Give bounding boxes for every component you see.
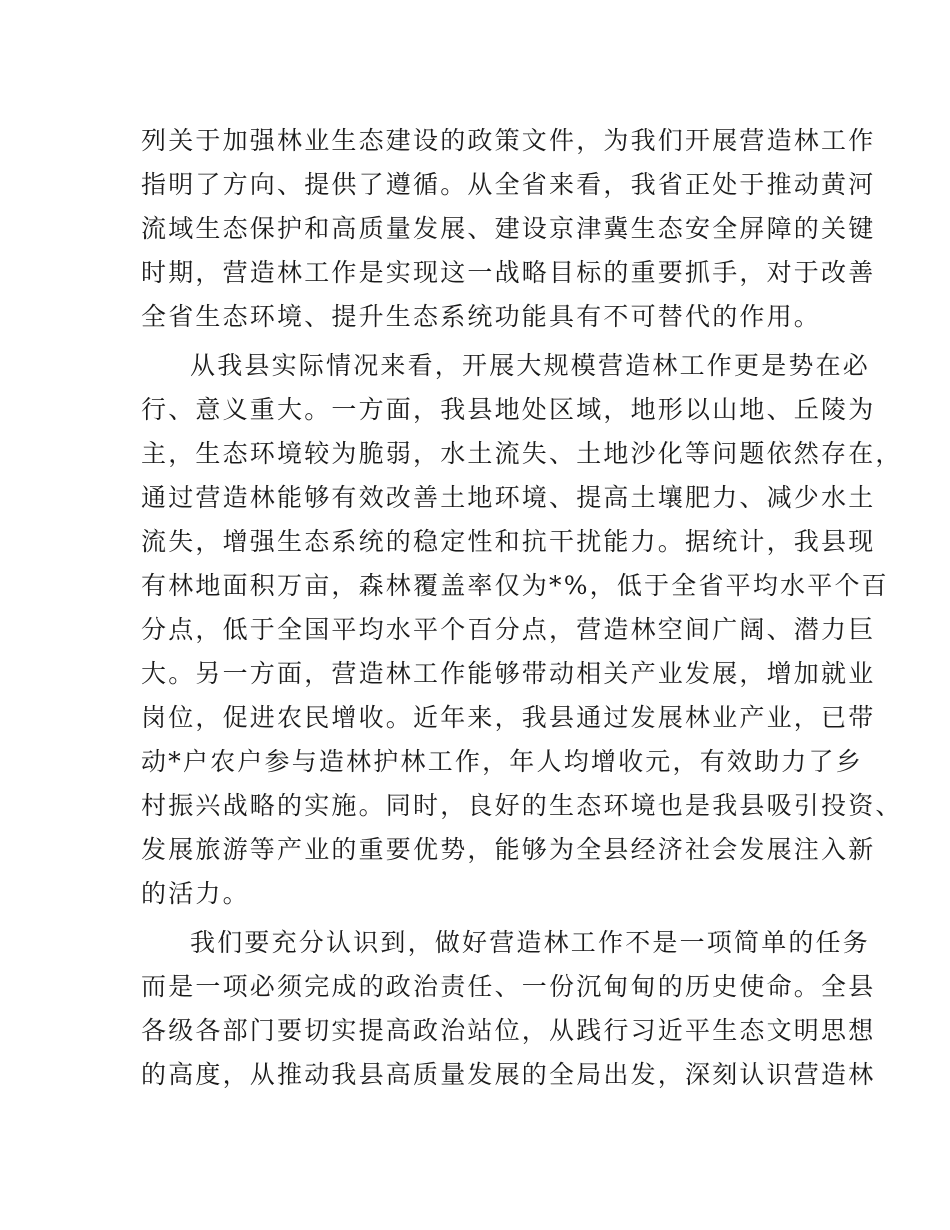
text-line: 行、意义重大。一方面，我县地处区域，地形以山地、丘陵为	[141, 395, 876, 424]
text-line: 主，生态环境较为脆弱，水土流失、土地沙化等问题依然存在，	[141, 439, 903, 468]
text-line: 指明了方向、提供了遵循。从全省来看，我省正处于推动黄河	[141, 170, 876, 199]
paragraph-start-line: 我们要充分认识到，做好营造林工作不是一项简单的任务	[190, 928, 871, 957]
paragraph-start-line: 从我县实际情况来看，开展大规模营造林工作更是势在必	[190, 351, 871, 380]
text-line: 的活力。	[141, 879, 250, 908]
text-line: 岗位，促进农民增收。近年来，我县通过发展林业产业，已带	[141, 703, 876, 732]
text-line: 全省生态环境、提升生态系统功能具有不可替代的作用。	[141, 302, 822, 331]
text-line: 发展旅游等产业的重要优势，能够为全县经济社会发展注入新	[141, 835, 876, 864]
text-line: 通过营造林能够有效改善土地环境、提高土壤肥力、减少水土	[141, 483, 876, 512]
text-line: 的高度，从推动我县高质量发展的全局出发，深刻认识营造林	[141, 1060, 876, 1089]
text-line: 分点，低于全国平均水平个百分点，营造林空间广阔、潜力巨	[141, 615, 876, 644]
text-line: 大。另一方面，营造林工作能够带动相关产业发展，增加就业	[141, 659, 876, 688]
text-line: 有林地面积万亩，森林覆盖率仅为*%，低于全省平均水平个百	[141, 571, 889, 600]
text-line: 列关于加强林业生态建设的政策文件，为我们开展营造林工作	[141, 126, 876, 155]
text-line: 动*户农户参与造林护林工作，年人均增收元，有效助力了乡	[141, 747, 863, 776]
text-line: 村振兴战略的实施。同时，良好的生态环境也是我县吸引投资、	[141, 791, 903, 820]
text-line: 时期，营造林工作是实现这一战略目标的重要抓手，对于改善	[141, 258, 876, 287]
text-line: 而是一项必须完成的政治责任、一份沉甸甸的历史使命。全县	[141, 972, 876, 1001]
text-line: 流域生态保护和高质量发展、建设京津冀生态安全屏障的关键	[141, 214, 876, 243]
text-line: 各级各部门要切实提高政治站位，从践行习近平生态文明思想	[141, 1016, 876, 1045]
text-line: 流失，增强生态系统的稳定性和抗干扰能力。据统计，我县现	[141, 527, 876, 556]
